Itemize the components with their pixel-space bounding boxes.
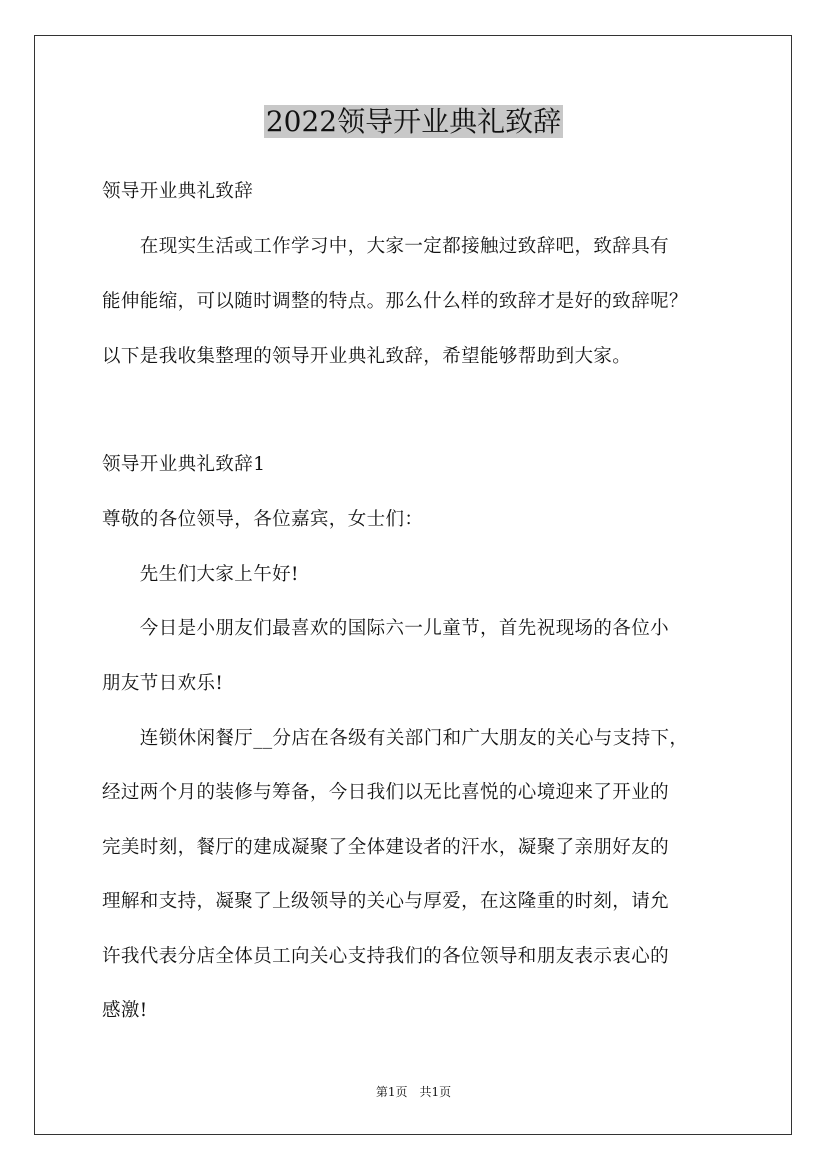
- section-heading: 领导开业典礼致辞1: [102, 454, 266, 475]
- paragraph-line: 感激!: [102, 1000, 148, 1021]
- paragraph-line: 以下是我收集整理的领导开业典礼致辞，希望能够帮助到大家。: [102, 346, 632, 367]
- paragraph-line: 经过两个月的装修与筹备，今日我们以无比喜悦的心境迎来了开业的: [102, 782, 670, 803]
- paragraph-line: 朋友节日欢乐!: [102, 673, 224, 694]
- paragraph-line: 先生们大家上午好!: [102, 564, 299, 585]
- page-number-footer: 第1页 共1页: [375, 1085, 452, 1099]
- paragraph-line: 完美时刻，餐厅的建成凝聚了全体建设者的汗水，凝聚了亲朋好友的: [102, 837, 670, 858]
- paragraph-line: 今日是小朋友们最喜欢的国际六一儿童节，首先祝现场的各位小: [102, 618, 670, 639]
- salutation-line: 尊敬的各位领导，各位嘉宾，女士们：: [102, 509, 424, 530]
- paragraph-line: 理解和支持，凝聚了上级领导的关心与厚爱，在这隆重的时刻，请允: [102, 891, 670, 912]
- paragraph-line: 在现实生活或工作学习中，大家一定都接触过致辞吧，致辞具有: [102, 236, 670, 257]
- paragraph-line: 许我代表分店全体员工向关心支持我们的各位领导和朋友表示衷心的: [102, 946, 670, 967]
- paragraph-line: 连锁休闲餐厅__分店在各级有关部门和广大朋友的关心与支持下，: [102, 728, 689, 749]
- document-title-text: 2022领导开业典礼致辞: [265, 105, 562, 138]
- section-heading: 领导开业典礼致辞: [102, 181, 254, 202]
- document-title: [0, 100, 827, 144]
- paragraph-line: 能伸能缩，可以随时调整的特点。那么什么样的致辞才是好的致辞呢？: [102, 291, 688, 312]
